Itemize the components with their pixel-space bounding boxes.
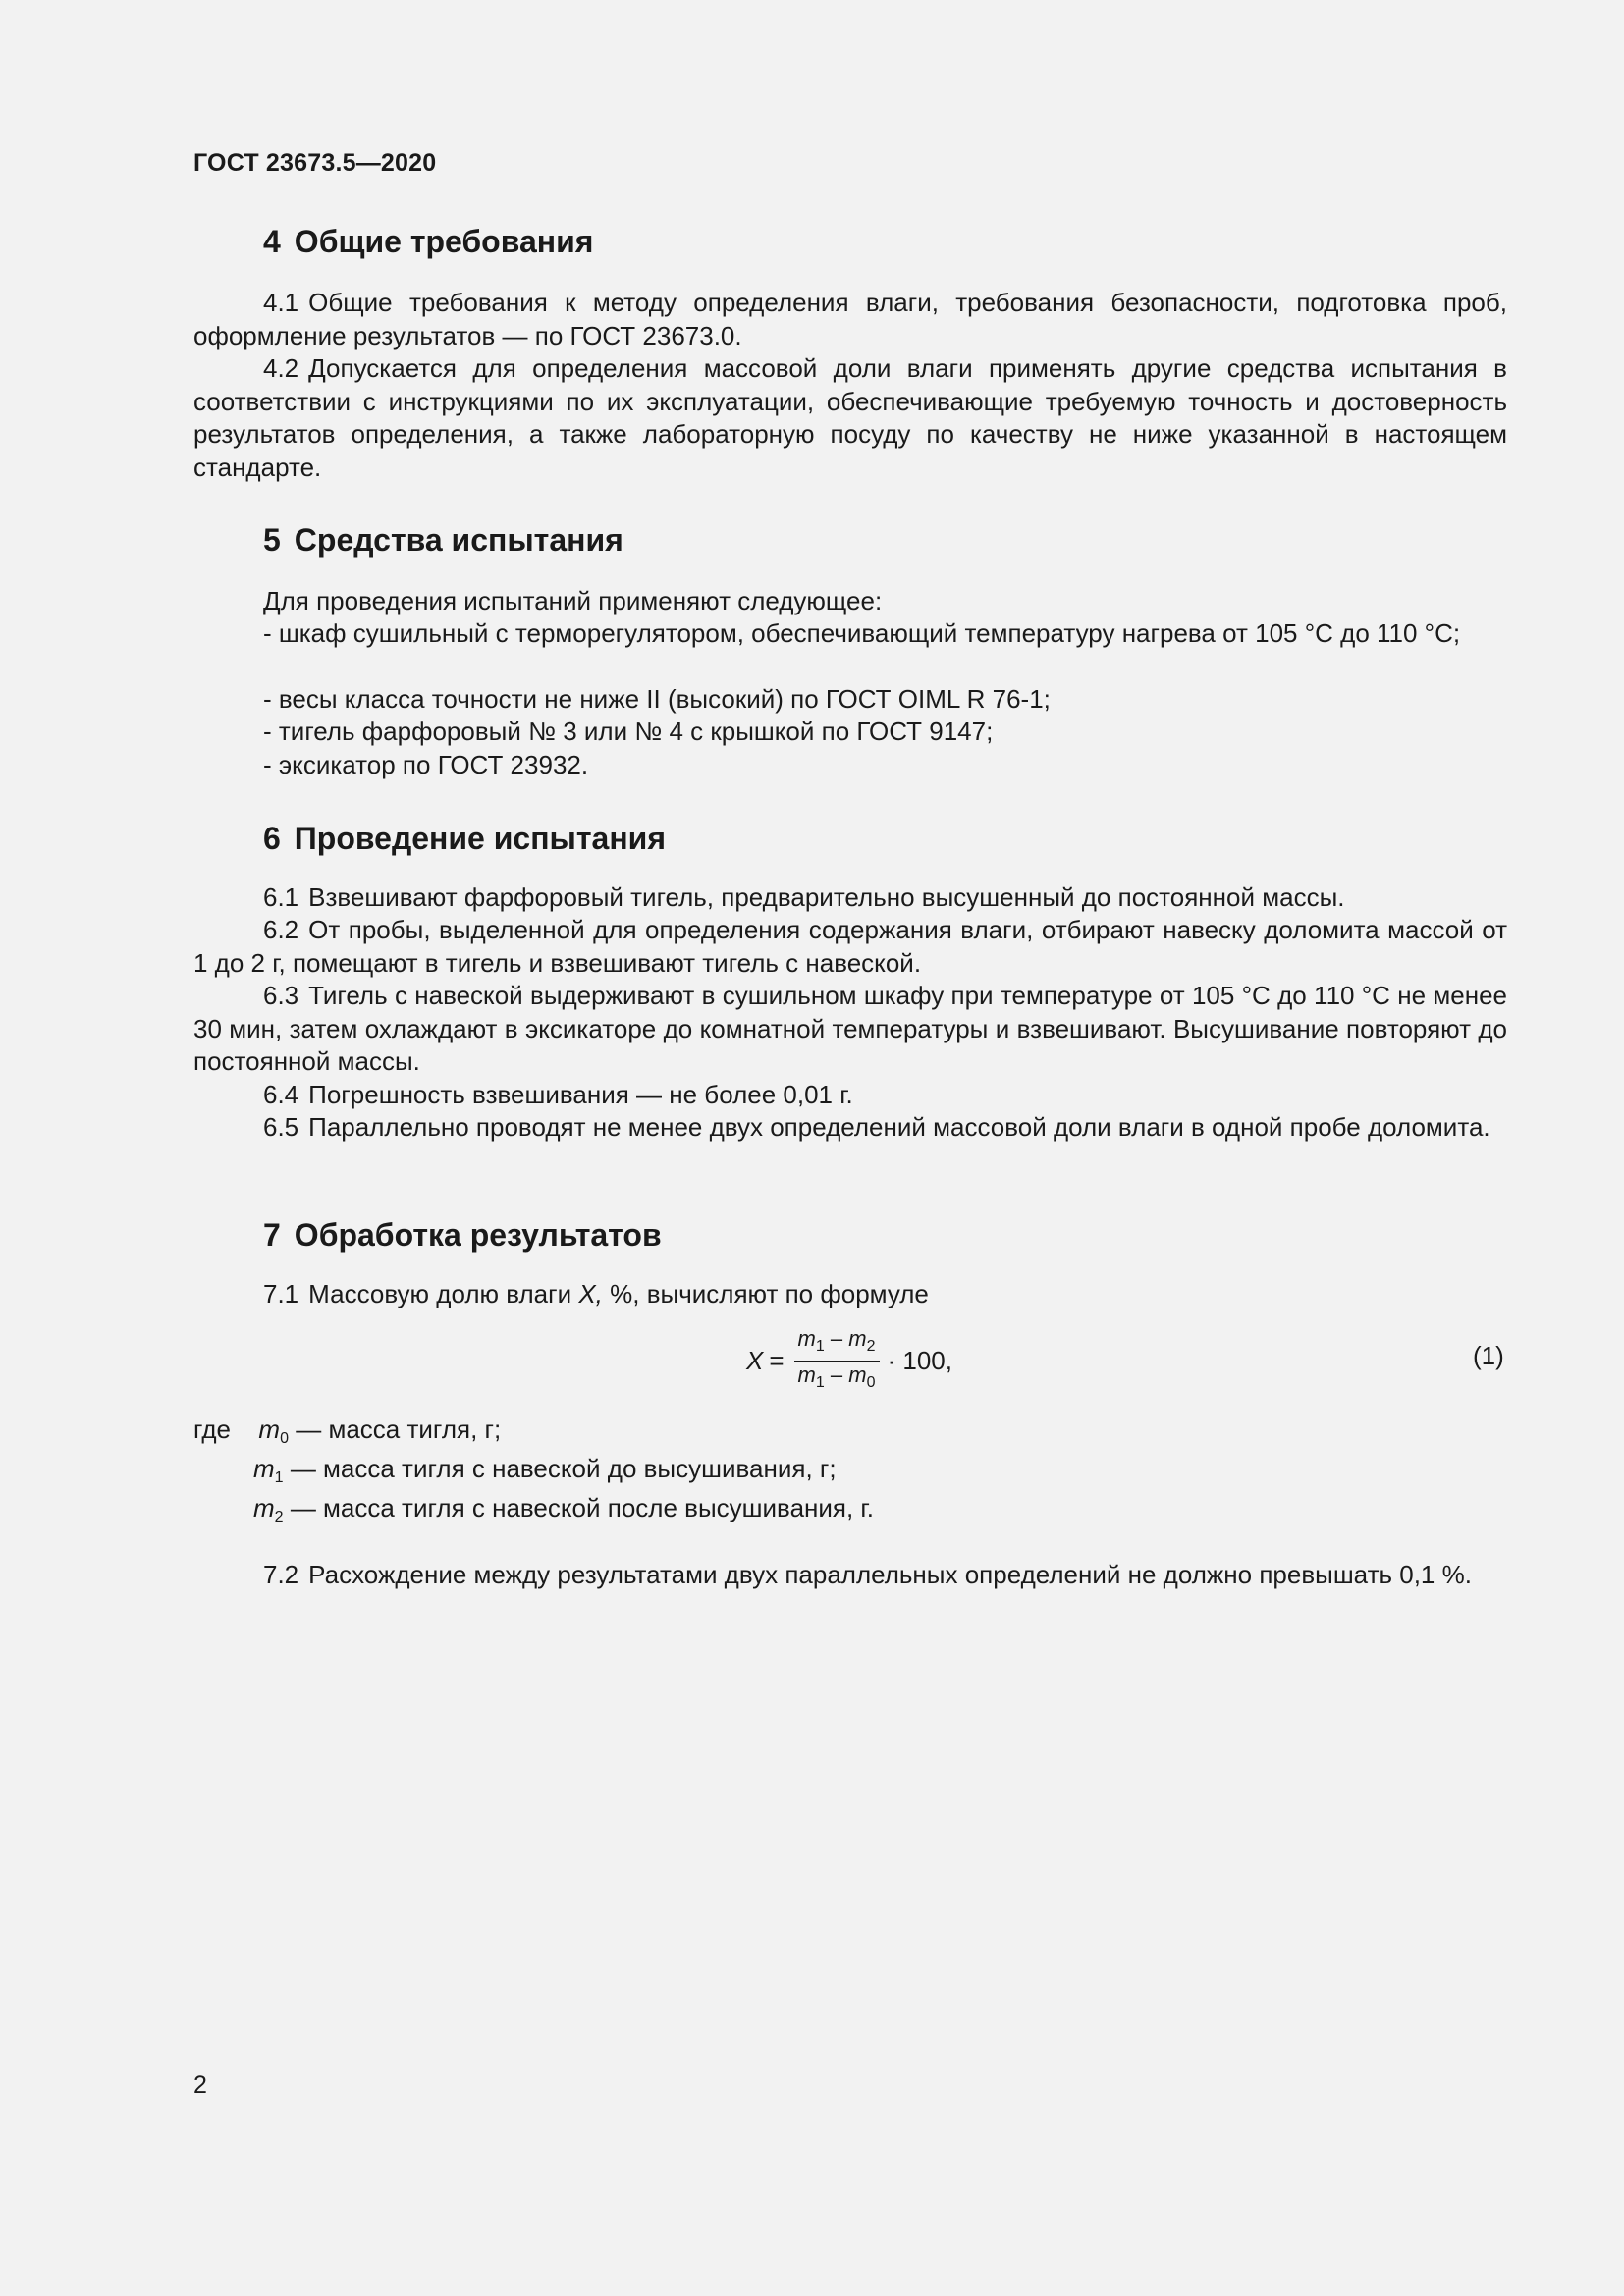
section-number: 7: [263, 1217, 281, 1253]
clause-number: 7.1: [263, 1279, 299, 1308]
var-m: m: [848, 1326, 867, 1351]
section-6-heading: [263, 821, 666, 857]
subscript: 2: [866, 1338, 876, 1355]
section-number: 5: [263, 522, 281, 558]
clause-text: Взвешивают фарфоровый тигель, предварительно высушенный до постоянной массы.: [308, 882, 1345, 912]
clause-number: 4.1: [263, 288, 299, 317]
formula-equals: =: [769, 1346, 785, 1375]
section-title: Общие требования: [294, 224, 594, 259]
definition-text: — масса тигля с навеской до высушивания, г;: [290, 1454, 837, 1483]
document-code: ГОСТ 23673.5—2020: [193, 149, 437, 177]
paragraph-4-1: [193, 287, 1507, 352]
clause-text: Тигель с навеской выдерживают в сушильном шкафу при температуре от 105 °С до 110 °С не менее 30 мин, затем охлаждают в эксикаторе до комнатной температуры и взвешивают. Высушивание повторяют до постоянной массы.: [193, 981, 1507, 1076]
var-m: m: [797, 1362, 816, 1387]
variable-x: X,: [578, 1279, 603, 1308]
clause-text: Погрешность взвешивания — не более 0,01 г.: [308, 1080, 853, 1109]
where-label: где: [193, 1415, 231, 1444]
list-item-scales: - весы класса точности не ниже II (высокий) по ГОСТ OIML R 76-1;: [263, 684, 1051, 714]
formula-moisture: [746, 1327, 952, 1395]
where-m1: [253, 1453, 837, 1495]
clause-number: 6.4: [263, 1080, 299, 1109]
fraction-numerator: [794, 1327, 880, 1362]
formula-lhs: X: [746, 1346, 764, 1375]
clause-number: 6.5: [263, 1112, 299, 1142]
clause-number: 6.3: [263, 981, 299, 1010]
var-m: m: [848, 1362, 867, 1387]
paragraph-6-5: [193, 1111, 1507, 1145]
section-5-heading: [263, 522, 623, 559]
clause-text: Допускается для определения массовой доли влаги применять другие средства испытания в соответствии с инструкциями по их эксплуатации, обеспечивающие требуемую точность и достоверность результатов определения, а также лабораторную посуду по качеству не ниже указанной в настоящем стандарте.: [193, 353, 1507, 482]
var-m: m: [253, 1493, 275, 1522]
definition-text: — масса тигля, г;: [296, 1415, 502, 1444]
section-4-heading: [263, 224, 593, 260]
fraction-denominator: [794, 1362, 880, 1395]
clause-text: Общие требования к методу определения влаги, требования безопасности, подготовка проб, оформление результатов — по ГОСТ 23673.0.: [193, 288, 1507, 350]
clause-text: От пробы, выделенной для определения содержания влаги, отбирают навеску доломита массой от 1 до 2 г, помещают в тигель и взвешивают тигель с навеской.: [193, 915, 1507, 978]
list-item-desiccator: - эксикатор по ГОСТ 23932.: [263, 750, 589, 779]
clause-number: 6.1: [263, 882, 299, 912]
var-m: m: [258, 1415, 281, 1444]
section-number: 6: [263, 821, 281, 856]
paragraph-6-1: [193, 881, 1507, 915]
paragraph-7-2: [193, 1559, 1507, 1592]
list-item-crucible: - тигель фарфоровый № 3 или № 4 с крышкой по ГОСТ 9147;: [263, 717, 994, 746]
list-item-text: - шкаф сушильный с терморегулятором, обеспечивающий температуру нагрева от 105 °С до 110 °С;: [263, 618, 1461, 648]
section-7-heading: [263, 1217, 662, 1254]
var-m: m: [253, 1454, 275, 1483]
clause-text-tail: %, вычисляют по формуле: [610, 1279, 929, 1308]
formula-fraction: [794, 1327, 880, 1395]
subscript: 1: [815, 1374, 825, 1391]
paragraph-4-2: [193, 352, 1507, 484]
clause-text: Массовую долю влаги: [308, 1279, 572, 1308]
subscript: 1: [815, 1338, 825, 1355]
formula-factor: · 100,: [887, 1346, 952, 1375]
clause-number: 6.2: [263, 915, 299, 944]
subscript: 0: [280, 1430, 289, 1447]
clause-number: 7.2: [263, 1560, 299, 1589]
section-title: Проведение испытания: [294, 821, 666, 856]
paragraph-7-1: [263, 1278, 929, 1311]
list-item-dryer: [193, 617, 1507, 651]
clause-text: Параллельно проводят не менее двух определений массовой доли влаги в одной пробе доломита.: [308, 1112, 1490, 1142]
subscript: 0: [866, 1374, 876, 1391]
subscript: 2: [274, 1509, 284, 1525]
minus-sign: –: [830, 1362, 843, 1387]
equation-number: (1): [1473, 1341, 1504, 1370]
section-number: 4: [263, 224, 281, 259]
where-m0: [193, 1414, 501, 1456]
definition-text: — масса тигля с навеской после высушивания, г.: [290, 1493, 874, 1522]
minus-sign: –: [830, 1326, 843, 1351]
clause-text: Расхождение между результатами двух параллельных определений не должно превышать 0,1 %.: [308, 1560, 1472, 1589]
section-title: Средства испытания: [294, 522, 623, 558]
clause-number: 4.2: [263, 353, 299, 383]
where-m2: [253, 1492, 874, 1534]
paragraph-6-4: [193, 1079, 1507, 1112]
subscript: 1: [274, 1469, 284, 1486]
var-m: m: [797, 1326, 816, 1351]
paragraph-6-3: [193, 980, 1507, 1079]
section-title: Обработка результатов: [294, 1217, 662, 1253]
paragraph-6-2: [193, 914, 1507, 980]
page-number: 2: [193, 2071, 207, 2099]
section-5-intro: Для проведения испытаний применяют следующее:: [263, 586, 883, 615]
